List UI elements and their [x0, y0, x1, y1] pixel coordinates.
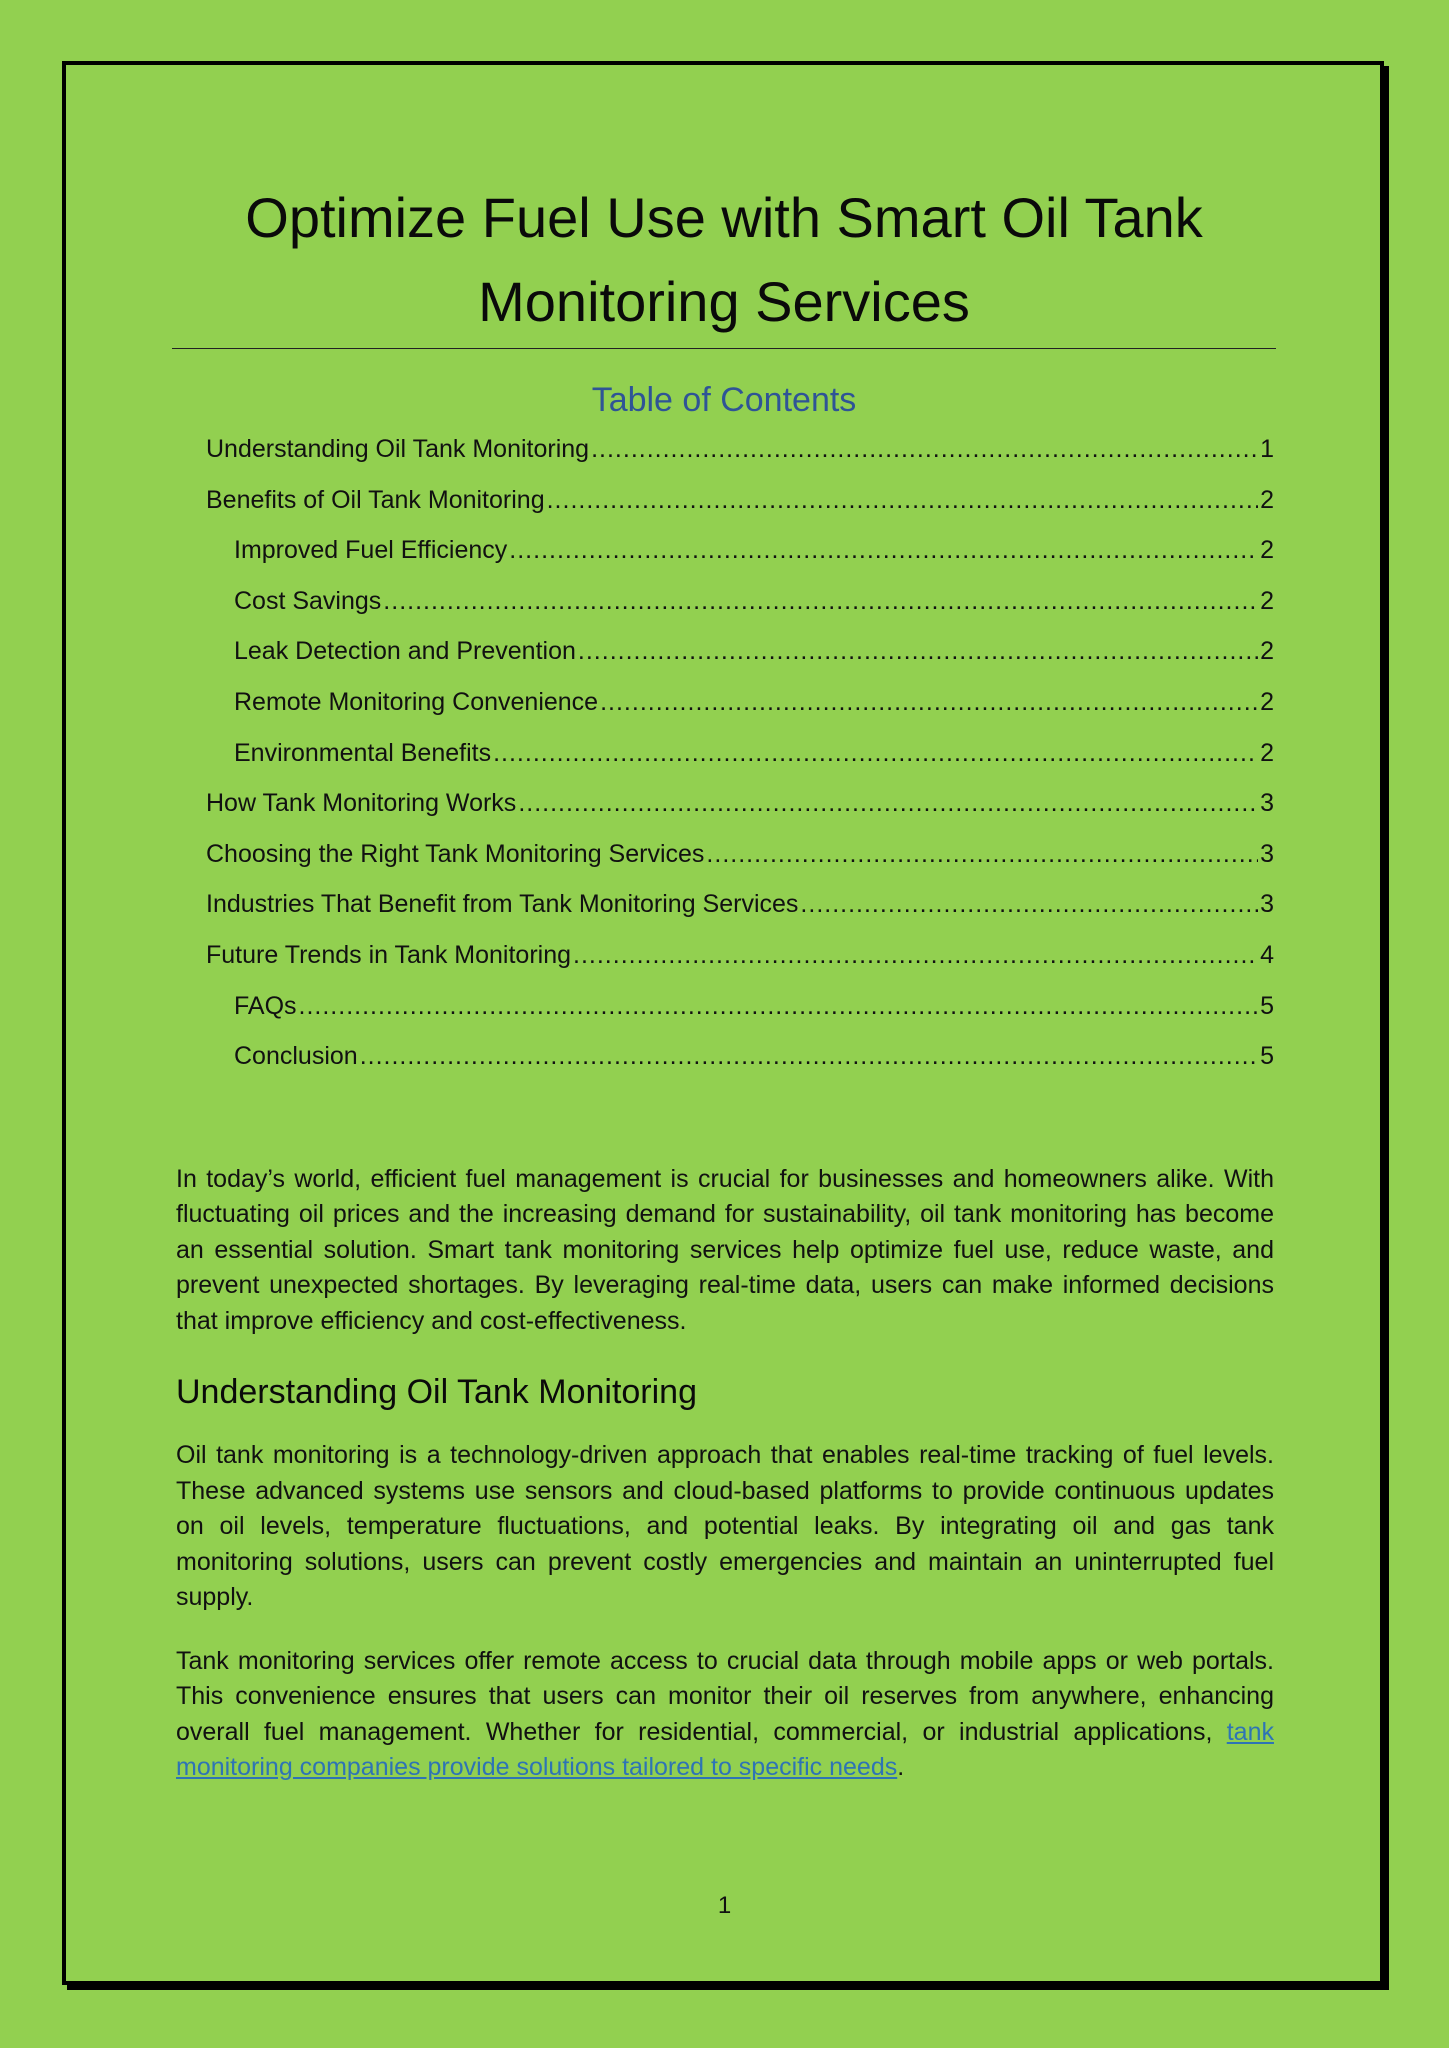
section-paragraph-with-link — [174, 1644, 1274, 1786]
toc-item-title: Benefits of Oil Tank Monitoring — [206, 485, 545, 514]
toc-item-title: Improved Fuel Efficiency — [234, 536, 508, 565]
toc-item-page: 2 — [1260, 485, 1274, 514]
toc-leader — [493, 728, 1258, 779]
intro-paragraph: In today’s world, efficient fuel management is crucial for businesses and homeowners alike. With fluctuating oil prices and the increasing demand for sustainability, oil tank monitoring has become an essential solution. Smart tank monitoring services help optimize fuel use, reduce waste, and prevent unexpected shortages. By leveraging real-time data, users can make informed decisions that improve efficiency and cost-effectiveness. — [176, 1164, 1274, 1335]
toc-item-page: 2 — [1260, 586, 1274, 615]
title-line-1: Optimize Fuel Use with Smart Oil Tank — [245, 186, 1203, 249]
paragraph-text: Tank monitoring services offer remote access to crucial data through mobile apps or web portals. This convenience ensures that users can monitor their oil reserves from anywhere, enhancing overall fuel management. Whether for residential, commercial, or industrial applications, — [176, 1646, 1274, 1746]
toc-item-page: 4 — [1260, 940, 1274, 969]
title-line-2: Monitoring Services — [478, 270, 970, 333]
toc-leader — [578, 626, 1258, 677]
toc-item-title: Remote Monitoring Convenience — [234, 687, 599, 716]
toc-item-page: 3 — [1260, 789, 1274, 818]
toc-item-page: 2 — [1260, 687, 1274, 716]
toc-item[interactable] — [206, 728, 1274, 779]
toc-item-page: 2 — [1260, 637, 1274, 666]
paragraph-end: . — [897, 1753, 905, 1782]
toc-leader — [383, 576, 1258, 627]
toc-item-title: Industries That Benefit from Tank Monitoring Services — [206, 890, 799, 919]
toc-leader — [299, 981, 1259, 1032]
toc-leader — [509, 525, 1258, 576]
toc-item[interactable] — [206, 930, 1274, 981]
toc-item-page: 3 — [1260, 890, 1274, 919]
toc-item[interactable] — [206, 576, 1274, 627]
toc-item-page: 2 — [1260, 738, 1274, 767]
toc-item-title: Understanding Oil Tank Monitoring — [206, 435, 590, 463]
document-title — [174, 176, 1274, 344]
section-paragraph: Oil tank monitoring is a technology-driven approach that enables real-time tracking of fuel levels. These advanced systems use sensors and cloud-based platforms to provide continuous updates on oil levels, temperature fluctuations, and potential leaks. By integrating oil and gas tank monitoring solutions, users can prevent costly emergencies and maintain an uninterrupted fuel supply. — [176, 1441, 1274, 1612]
toc-item[interactable] — [206, 475, 1274, 526]
toc-leader — [547, 475, 1258, 526]
toc-leader — [591, 424, 1258, 475]
toc-leader — [518, 778, 1258, 829]
toc-item-title: How Tank Monitoring Works — [206, 789, 517, 818]
toc-item[interactable] — [206, 981, 1274, 1032]
toc-item[interactable] — [206, 424, 1274, 475]
toc-item[interactable] — [206, 879, 1274, 930]
page-content — [174, 176, 1274, 1786]
toc-item-title: Conclusion — [234, 1042, 358, 1071]
toc-item-title: FAQs — [234, 991, 297, 1020]
toc-item[interactable] — [206, 1031, 1274, 1082]
toc-item-title: Future Trends in Tank Monitoring — [206, 940, 572, 969]
toc-item-title: Cost Savings — [234, 586, 382, 615]
toc-item-title: Environmental Benefits — [234, 738, 492, 767]
toc-item-page: 5 — [1260, 991, 1274, 1020]
toc-item[interactable] — [206, 829, 1274, 880]
tank-monitoring-companies-link[interactable]: tank monitoring companies provide solutions tailored to specific needs — [176, 1717, 1274, 1782]
toc-item[interactable] — [206, 677, 1274, 728]
toc-item-page: 2 — [1260, 536, 1274, 565]
toc-item-page: 1 — [1260, 435, 1274, 463]
toc-leader — [573, 930, 1258, 981]
toc-item-page: 3 — [1260, 839, 1274, 868]
title-divider — [172, 348, 1276, 349]
page-number: 1 — [717, 1892, 732, 1919]
toc-item[interactable] — [206, 778, 1274, 829]
toc-item-title: Choosing the Right Tank Monitoring Services — [206, 839, 705, 868]
toc-item-page: 5 — [1260, 1042, 1274, 1071]
toc-leader — [600, 677, 1258, 728]
toc-item-title: Leak Detection and Prevention — [234, 637, 576, 666]
section-heading: Understanding Oil Tank Monitoring — [176, 1373, 697, 1412]
toc-leader — [800, 879, 1258, 930]
toc-item[interactable] — [206, 525, 1274, 576]
toc-leader — [360, 1031, 1258, 1082]
toc-item[interactable] — [206, 626, 1274, 677]
toc-heading: Table of Contents — [591, 381, 857, 419]
toc-leader — [706, 829, 1258, 880]
table-of-contents — [174, 424, 1274, 1082]
